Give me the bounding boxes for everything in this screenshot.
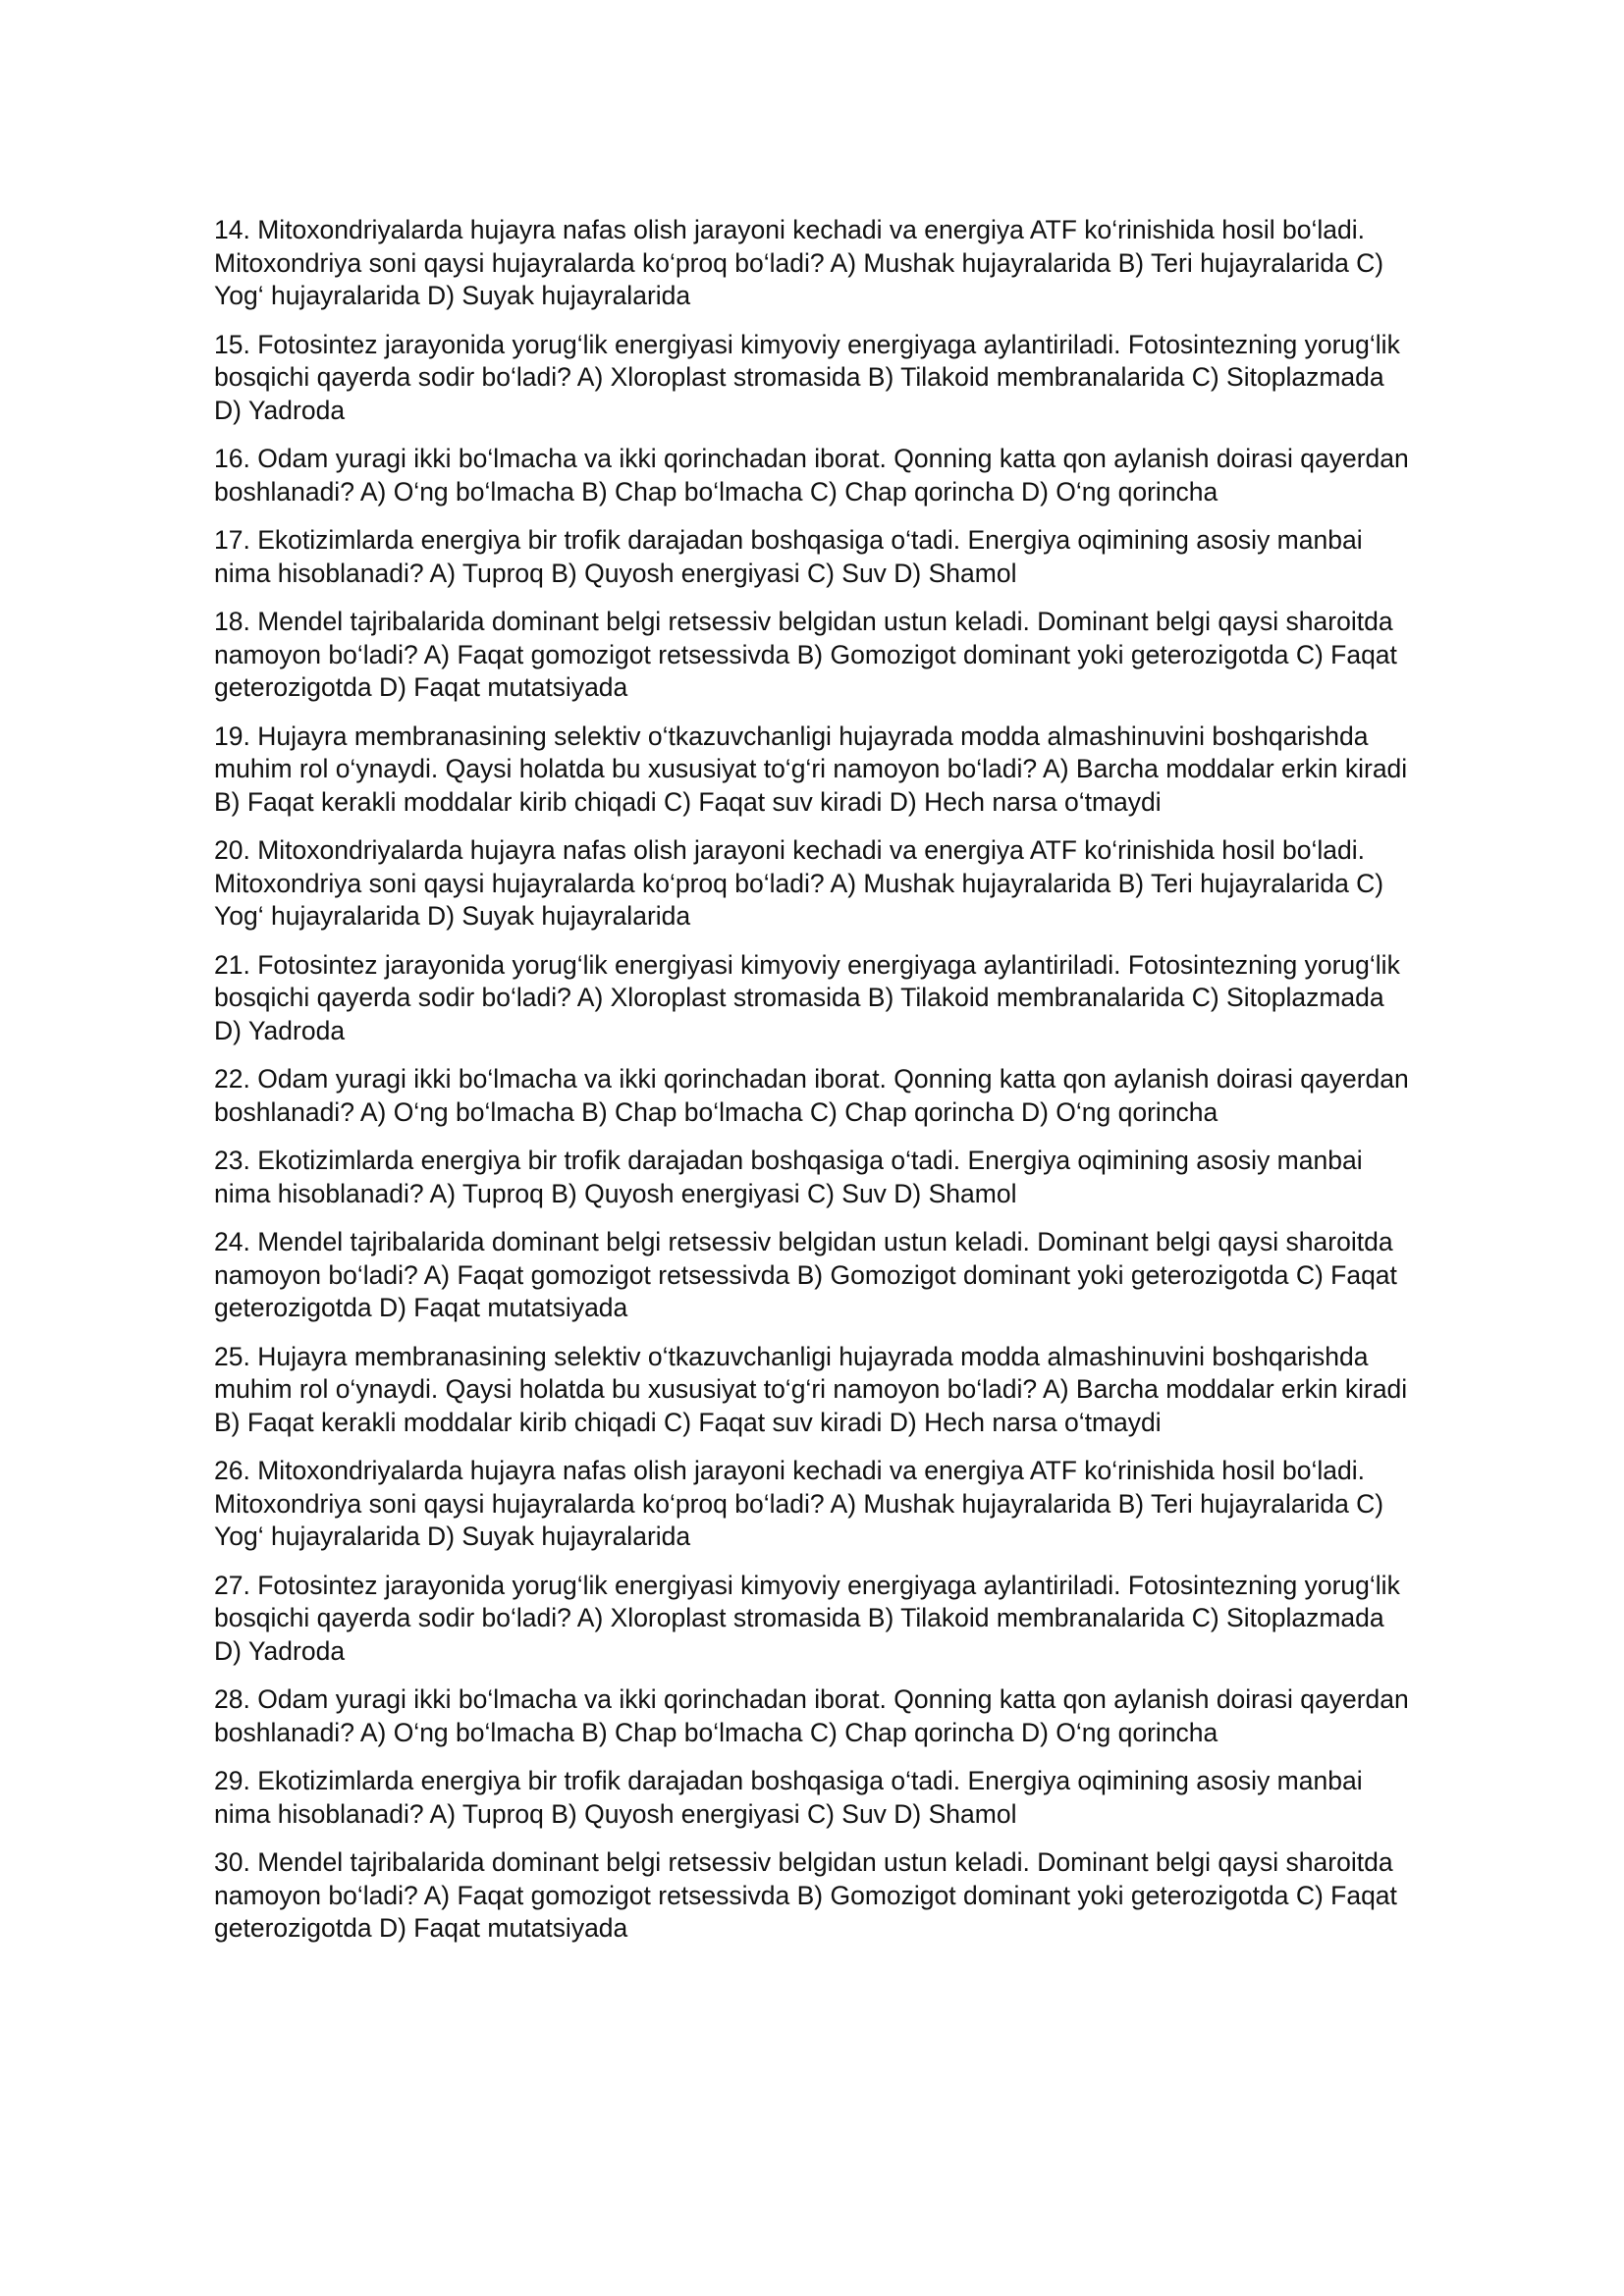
question-16: 16. Odam yuragi ikki bo‘lmacha va ikki qorinchadan iborat. Qonning katta qon aylanish doirasi qayerdan boshlanadi? A) O‘ng bo‘lmacha B) Chap bo‘lmacha C) Chap qorincha D) O‘ng qorincha (214, 444, 1409, 507)
question-18: 18. Mendel tajribalarida dominant belgi retsessiv belgidan ustun keladi. Dominant belgi qaysi sharoitda namoyon bo‘ladi? A) Faqat gomozigot retsessivda B) Gomozigot dominant yoki geterozigotda C) Faqat geterozigotda D) Faqat mutatsiyada (214, 607, 1397, 702)
question-15: 15. Fotosintez jarayonida yorug‘lik energiyasi kimyoviy energiyaga aylantiriladi. Fotosintezning yorug‘lik bosqichi qayerda sodir bo‘ladi? A) Xloroplast stromasida B) Tilakoid membranalarida C) Sitoplazmada D) Yadroda (214, 329, 1400, 425)
question-22: 22. Odam yuragi ikki bo‘lmacha va ikki qorinchadan iborat. Qonning katta qon aylanish doirasi qayerdan boshlanadi? A) O‘ng bo‘lmacha B) Chap bo‘lmacha C) Chap qorincha D) O‘ng qorincha (214, 1064, 1409, 1127)
question-14: 14. Mitoxondriyalarda hujayra nafas olish jarayoni kechadi va energiya ATF ko‘rinishida hosil bo‘ladi. Mitoxondriya soni qaysi hujayralarda ko‘proq bo‘ladi? A) Mushak hujayralarida B) Teri hujayralarida C) Yog‘ hujayralarida D) Suyak hujayralarida (214, 215, 1384, 310)
question-28: 28. Odam yuragi ikki bo‘lmacha va ikki qorinchadan iborat. Qonning katta qon aylanish doirasi qayerdan boshlanadi? A) O‘ng bo‘lmacha B) Chap bo‘lmacha C) Chap qorincha D) O‘ng qorincha (214, 1684, 1409, 1747)
question-17: 17. Ekotizimlarda energiya bir trofik darajadan boshqasiga o‘tadi. Energiya oqimining asosiy manbai nima hisoblanadi? A) Tuproq B) Quyosh energiyasi C) Suv D) Shamol (214, 525, 1363, 588)
question-24: 24. Mendel tajribalarida dominant belgi retsessiv belgidan ustun keladi. Dominant belgi qaysi sharoitda namoyon bo‘ladi? A) Faqat gomozigot retsessivda B) Gomozigot dominant yoki geterozigotda C) Faqat geterozigotda D) Faqat mutatsiyada (214, 1227, 1397, 1322)
question-20: 20. Mitoxondriyalarda hujayra nafas olish jarayoni kechadi va energiya ATF ko‘rinishida hosil bo‘ladi. Mitoxondriya soni qaysi hujayralarda ko‘proq bo‘ladi? A) Mushak hujayralarida B) Teri hujayralarida C) Yog‘ hujayralarida D) Suyak hujayralarida (214, 835, 1384, 931)
question-19: 19. Hujayra membranasining selektiv o‘tkazuvchanligi hujayrada modda almashinuvini boshqarishda muhim rol o‘ynaydi. Qaysi holatda bu xususiyat to‘g‘ri namoyon bo‘ladi? A) Barcha moddalar erkin kiradi B) Faqat kerakli moddalar kirib chiqadi C) Faqat suv kiradi D) Hech narsa o‘tmaydi (214, 721, 1408, 817)
question-23: 23. Ekotizimlarda energiya bir trofik darajadan boshqasiga o‘tadi. Energiya oqimining asosiy manbai nima hisoblanadi? A) Tuproq B) Quyosh energiyasi C) Suv D) Shamol (214, 1146, 1363, 1208)
question-21: 21. Fotosintez jarayonida yorug‘lik energiyasi kimyoviy energiyaga aylantiriladi. Fotosintezning yorug‘lik bosqichi qayerda sodir bo‘ladi? A) Xloroplast stromasida B) Tilakoid membranalarida C) Sitoplazmada D) Yadroda (214, 949, 1400, 1045)
question-29: 29. Ekotizimlarda energiya bir trofik darajadan boshqasiga o‘tadi. Energiya oqimining asosiy manbai nima hisoblanadi? A) Tuproq B) Quyosh energiyasi C) Suv D) Shamol (214, 1766, 1363, 1829)
question-26: 26. Mitoxondriyalarda hujayra nafas olish jarayoni kechadi va energiya ATF ko‘rinishida hosil bo‘ladi. Mitoxondriya soni qaysi hujayralarda ko‘proq bo‘ladi? A) Mushak hujayralarida B) Teri hujayralarida C) Yog‘ hujayralarida D) Suyak hujayralarida (214, 1456, 1384, 1551)
question-27: 27. Fotosintez jarayonida yorug‘lik energiyasi kimyoviy energiyaga aylantiriladi. Fotosintezning yorug‘lik bosqichi qayerda sodir bo‘ladi? A) Xloroplast stromasida B) Tilakoid membranalarida C) Sitoplazmada D) Yadroda (214, 1570, 1400, 1666)
question-25: 25. Hujayra membranasining selektiv o‘tkazuvchanligi hujayrada modda almashinuvini boshqarishda muhim rol o‘ynaydi. Qaysi holatda bu xususiyat to‘g‘ri namoyon bo‘ladi? A) Barcha moddalar erkin kiradi B) Faqat kerakli moddalar kirib chiqadi C) Faqat suv kiradi D) Hech narsa o‘tmaydi (214, 1341, 1408, 1437)
question-30: 30. Mendel tajribalarida dominant belgi retsessiv belgidan ustun keladi. Dominant belgi qaysi sharoitda namoyon bo‘ladi? A) Faqat gomozigot retsessivda B) Gomozigot dominant yoki geterozigotda C) Faqat geterozigotda D) Faqat mutatsiyada (214, 1847, 1397, 1943)
question-list (214, 214, 1410, 1961)
